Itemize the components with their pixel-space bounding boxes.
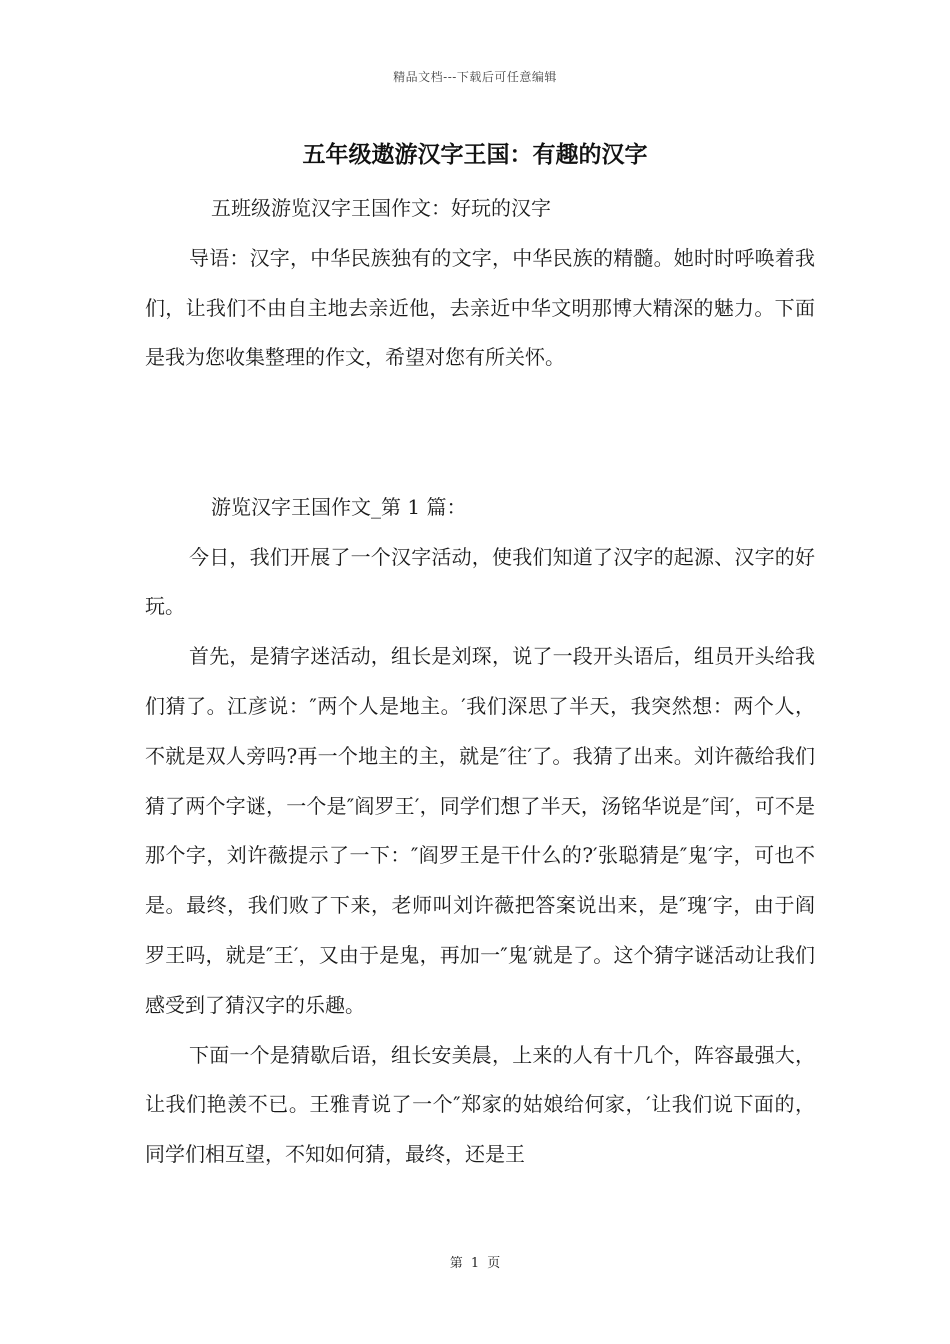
page-header: 精品文档---下载后可任意编辑 — [393, 70, 557, 84]
section-spacer — [145, 383, 815, 483]
body-paragraph: 首先，是猜字迷活动，组长是刘琛，说了一段开头语后，组员开头给我们猜了。江彦说：″两个人是地主。′我们深思了半天，我突然想：两个人，不就是双人旁吗?再一个地主的主，就是″往′了。我猜了出来。刘许薇给我们猜了两个字谜，一个是″阎罗王′，同学们想了半天，汤铭华说是″闰′，可不是那个字，刘许薇提示了一下：″阎罗王是干什么的?′张聪猜是″鬼′字，可也不是。最终，我们败了下来，老师叫刘许薇把答案说出来，是″瑰′字，由于阎罗王吗，就是″王′，又由于是鬼，再加一″鬼′就是了。这个猜字谜活动让我们感受到了猜汉字的乐趣。 — [145, 644, 815, 1017]
document-subtitle: 五班级游览汉字王国作文：好玩的汉字 — [211, 196, 551, 220]
document-body — [145, 184, 815, 1180]
body-paragraph: 今日，我们开展了一个汉字活动，使我们知道了汉字的起源、汉字的好玩。 — [145, 544, 815, 619]
body-paragraph: 下面一个是猜歇后语，组长安美晨，上来的人有十几个，阵容最强大，让我们艳羡不已。王雅青说了一个″郑家的姑娘给何家，′让我们说下面的，同学们相互望，不知如何猜，最终，还是王 — [145, 1042, 815, 1167]
page-number: 第 1 页 — [449, 1256, 501, 1271]
intro-paragraph: 导语：汉字，中华民族独有的文字，中华民族的精髓。她时时呼唤着我们，让我们不由自主地去亲近他，去亲近中华文明那博大精深的魅力。下面是我为您收集整理的作文，希望对您有所关怀。 — [145, 245, 815, 370]
document-title: 五年级遨游汉字王国：有趣的汉字 — [302, 141, 648, 168]
section-heading: 游览汉字王国作文_第 1 篇： — [211, 494, 467, 519]
